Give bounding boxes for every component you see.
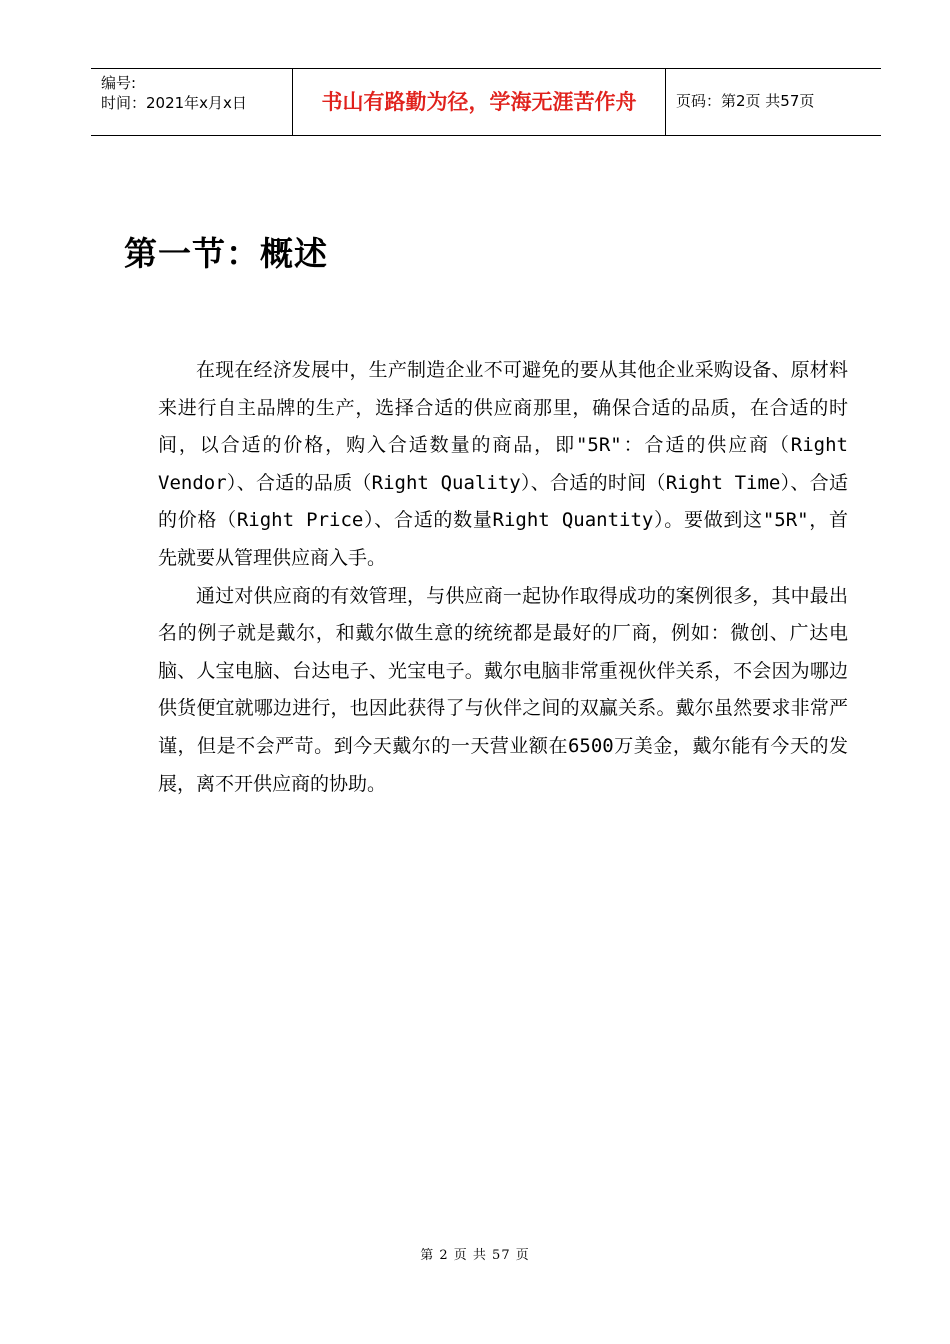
paragraph-2: 通过对供应商的有效管理，与供应商一起协作取得成功的案例很多，其中最出名的例子就是戴尔，和戴尔做生意的统统都是最好的厂商，例如：微创、广达电脑、人宝电脑、台达电子、光宝电子。戴尔电脑非常重视伙伴关系，不会因为哪边供货便宜就哪边进行，也因此获得了与伙伴之间的双赢关系。戴尔虽然要求非常严谨，但是不会严苛。到今天戴尔的一天营业额在6500万美金，戴尔能有今天的发展，离不开供应商的协助。 [158, 584, 848, 795]
header-motto: 书山有路勤为径，学海无涯苦作舟 [293, 69, 666, 135]
page-footer: 第 2 页 共 57 页 [420, 1248, 530, 1263]
document-body [158, 352, 848, 803]
header-page-info: 页码：第2页 共57页 [676, 92, 815, 110]
serial-label: 编号: [101, 74, 137, 92]
header-meta [91, 69, 293, 135]
time-label: 时间：2021年x月x日 [101, 94, 247, 112]
section-title: 第一节：概述 [124, 234, 328, 273]
page-header [91, 68, 881, 136]
paragraph-1: 在现在经济发展中，生产制造企业不可避免的要从其他企业采购设备、原材料来进行自主品牌的生产，选择合适的供应商那里，确保合适的品质，在合适的时间，以合适的价格，购入合适数量的商品，即"5R"：合适的供应商（Right Vendor）、合适的品质（Right Quality）、合适的时间（Right Time）、合适的价格（Right Price）、合适的数量Right Quantity）。要做到这"5R"，首先就要从管理供应商入手。 [158, 359, 848, 569]
